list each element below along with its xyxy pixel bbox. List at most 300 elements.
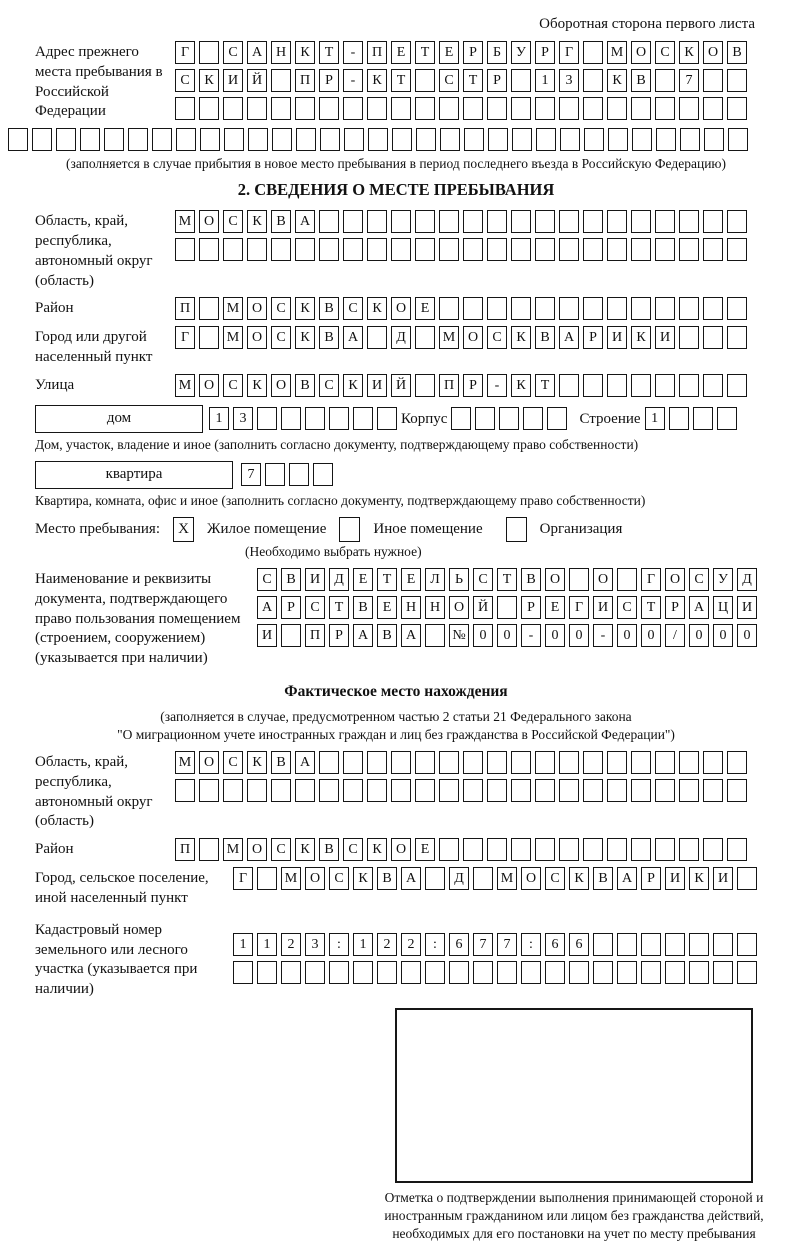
char-cell: Г <box>233 867 253 890</box>
char-cell: К <box>295 838 315 861</box>
char-cell <box>559 97 579 120</box>
char-cell <box>175 238 195 261</box>
char-cell: С <box>223 374 243 397</box>
char-cell: С <box>617 596 637 619</box>
char-cell <box>679 374 699 397</box>
char-cell: Е <box>545 596 565 619</box>
char-cell <box>547 407 567 430</box>
char-cell <box>607 97 627 120</box>
char-cell: 7 <box>241 463 261 486</box>
char-cell <box>391 238 411 261</box>
char-cell: В <box>319 838 339 861</box>
char-cell <box>583 374 603 397</box>
char-cell: / <box>665 624 685 647</box>
char-cell <box>727 751 747 774</box>
char-cell: 0 <box>569 624 589 647</box>
char-cell <box>343 238 363 261</box>
char-cell: Т <box>535 374 555 397</box>
char-cell <box>305 407 325 430</box>
char-cell: Т <box>641 596 661 619</box>
char-cell <box>569 568 589 591</box>
char-cell <box>320 128 340 151</box>
gorod-block <box>35 326 757 368</box>
char-cell: № <box>449 624 469 647</box>
stroenie-label: Строение <box>579 410 641 427</box>
cadastral-row-2 <box>233 961 757 984</box>
char-cell: О <box>247 838 267 861</box>
char-cell <box>271 69 291 92</box>
char-cell <box>377 961 397 984</box>
char-cell <box>319 210 339 233</box>
char-cell: Г <box>559 41 579 64</box>
char-cell <box>401 961 421 984</box>
char-cell <box>344 128 364 151</box>
char-cell <box>655 238 675 261</box>
char-cell <box>559 779 579 802</box>
char-cell <box>272 128 292 151</box>
char-cell: П <box>295 69 315 92</box>
apartment-box: квартира <box>35 461 233 489</box>
char-cell <box>511 210 531 233</box>
char-cell: И <box>257 624 277 647</box>
char-cell <box>665 933 685 956</box>
char-cell: С <box>545 867 565 890</box>
char-cell <box>655 779 675 802</box>
char-cell <box>689 961 709 984</box>
char-cell: Р <box>319 69 339 92</box>
fact-oblast-block <box>35 751 757 832</box>
char-cell <box>499 407 519 430</box>
char-cell <box>248 128 268 151</box>
char-cell: С <box>329 867 349 890</box>
char-cell <box>535 297 555 320</box>
char-cell: 0 <box>545 624 565 647</box>
char-cell: 0 <box>497 624 517 647</box>
char-cell: С <box>223 751 243 774</box>
char-cell <box>679 838 699 861</box>
char-cell <box>608 128 628 151</box>
char-cell <box>717 407 737 430</box>
cadastral-block <box>35 919 757 1000</box>
char-cell <box>295 97 315 120</box>
char-cell: К <box>569 867 589 890</box>
char-cell: С <box>439 69 459 92</box>
prev-address-block <box>35 41 757 122</box>
char-cell <box>415 751 435 774</box>
char-cell <box>199 297 219 320</box>
char-cell: М <box>175 751 195 774</box>
char-cell <box>583 838 603 861</box>
char-cell: 1 <box>233 933 253 956</box>
char-cell: : <box>521 933 541 956</box>
char-cell <box>487 779 507 802</box>
char-cell <box>713 961 733 984</box>
char-cell <box>559 238 579 261</box>
char-cell: П <box>305 624 325 647</box>
char-cell <box>391 751 411 774</box>
char-cell <box>607 374 627 397</box>
char-cell: : <box>329 933 349 956</box>
char-cell: И <box>223 69 243 92</box>
char-cell <box>669 407 689 430</box>
char-cell: Н <box>401 596 421 619</box>
char-cell <box>727 779 747 802</box>
char-cell <box>703 297 723 320</box>
char-cell <box>80 128 100 151</box>
char-cell <box>535 210 555 233</box>
char-cell: 3 <box>305 933 325 956</box>
prev-address-row-3 <box>175 97 747 120</box>
char-cell: Е <box>439 41 459 64</box>
char-cell: В <box>377 624 397 647</box>
char-cell <box>703 238 723 261</box>
char-cell: О <box>521 867 541 890</box>
char-cell <box>737 933 757 956</box>
char-cell <box>463 297 483 320</box>
char-cell: Т <box>391 69 411 92</box>
char-cell <box>679 210 699 233</box>
char-cell: М <box>223 297 243 320</box>
section2-title: 2. СВЕДЕНИЯ О МЕСТЕ ПРЕБЫВАНИЯ <box>237 180 555 200</box>
char-cell <box>175 97 195 120</box>
char-cell: И <box>305 568 325 591</box>
char-cell <box>641 933 661 956</box>
char-cell: С <box>655 41 675 64</box>
org-checkbox <box>506 517 527 542</box>
fact-gorod-row <box>233 867 757 890</box>
char-cell <box>439 297 459 320</box>
char-cell <box>487 97 507 120</box>
char-cell <box>367 238 387 261</box>
char-cell <box>295 238 315 261</box>
char-cell: С <box>487 326 507 349</box>
char-cell <box>631 97 651 120</box>
char-cell: Р <box>463 41 483 64</box>
stay-type-label: Место пребывания: <box>35 520 160 537</box>
ulitsa-block <box>35 374 757 397</box>
char-cell: В <box>631 69 651 92</box>
char-cell: К <box>679 41 699 64</box>
char-cell <box>607 210 627 233</box>
char-cell: О <box>305 867 325 890</box>
char-cell: С <box>343 297 363 320</box>
char-cell: О <box>665 568 685 591</box>
apartment-cells <box>241 463 333 486</box>
char-cell: Р <box>487 69 507 92</box>
char-cell <box>655 210 675 233</box>
char-cell: Р <box>665 596 685 619</box>
char-cell <box>487 838 507 861</box>
char-cell <box>425 867 445 890</box>
char-cell <box>440 128 460 151</box>
char-cell <box>281 407 301 430</box>
char-cell: М <box>281 867 301 890</box>
char-cell: Т <box>497 568 517 591</box>
char-cell <box>296 128 316 151</box>
char-cell: О <box>631 41 651 64</box>
char-cell: М <box>223 326 243 349</box>
char-cell <box>319 779 339 802</box>
char-cell: В <box>727 41 747 64</box>
char-cell: Л <box>425 568 445 591</box>
char-cell: С <box>257 568 277 591</box>
char-cell <box>487 238 507 261</box>
char-cell <box>415 69 435 92</box>
char-cell: Й <box>247 69 267 92</box>
char-cell: О <box>391 297 411 320</box>
char-cell <box>439 779 459 802</box>
char-cell <box>617 568 637 591</box>
char-cell <box>281 961 301 984</box>
char-cell: Г <box>641 568 661 591</box>
org-option-label: Организация <box>539 520 623 537</box>
char-cell: П <box>439 374 459 397</box>
char-cell: О <box>463 326 483 349</box>
char-cell <box>367 326 387 349</box>
char-cell: О <box>271 374 291 397</box>
char-cell <box>584 128 604 151</box>
char-cell: - <box>487 374 507 397</box>
char-cell <box>583 779 603 802</box>
char-cell <box>377 407 397 430</box>
choose-note: (Необходимо выбрать нужное) <box>245 543 422 559</box>
char-cell <box>655 297 675 320</box>
fact-note-2: "О миграционном учете иностранных граждан и лиц без гражданства в Российской Федерации") <box>117 726 675 742</box>
char-cell: О <box>449 596 469 619</box>
prev-address-row-2 <box>175 69 747 92</box>
char-cell <box>631 210 651 233</box>
prev-address-label: Адрес прежнего места пребывания в Российской Федерации <box>35 44 163 120</box>
char-cell <box>535 751 555 774</box>
char-cell <box>463 238 483 261</box>
char-cell: 0 <box>737 624 757 647</box>
char-cell <box>607 297 627 320</box>
char-cell <box>199 97 219 120</box>
char-cell: 1 <box>209 407 229 430</box>
fact-oblast-row-2 <box>175 779 747 802</box>
char-cell: А <box>401 624 421 647</box>
char-cell: Е <box>415 838 435 861</box>
char-cell: Т <box>329 596 349 619</box>
char-cell: П <box>175 297 195 320</box>
char-cell <box>391 97 411 120</box>
char-cell: 0 <box>617 624 637 647</box>
char-cell: 3 <box>233 407 253 430</box>
char-cell <box>152 128 172 151</box>
char-cell: Б <box>487 41 507 64</box>
char-cell: Р <box>521 596 541 619</box>
char-cell <box>641 961 661 984</box>
char-cell: К <box>367 297 387 320</box>
zhiloe-checkbox: X <box>173 517 194 542</box>
char-cell <box>569 961 589 984</box>
char-cell <box>199 326 219 349</box>
char-cell <box>737 867 757 890</box>
char-cell <box>607 838 627 861</box>
char-cell: Т <box>319 41 339 64</box>
char-cell <box>679 97 699 120</box>
char-cell <box>545 961 565 984</box>
char-cell <box>679 779 699 802</box>
fact-oblast-row-1 <box>175 751 747 774</box>
char-cell: М <box>175 374 195 397</box>
char-cell <box>703 374 723 397</box>
char-cell: К <box>367 838 387 861</box>
stay-type-row <box>35 517 757 542</box>
char-cell <box>497 961 517 984</box>
oblast-row-2 <box>175 238 747 261</box>
char-cell <box>295 779 315 802</box>
char-cell <box>343 751 363 774</box>
char-cell <box>319 97 339 120</box>
char-cell <box>703 69 723 92</box>
fact-gorod-block <box>35 867 757 909</box>
char-cell <box>199 41 219 64</box>
char-cell <box>415 779 435 802</box>
char-cell <box>367 210 387 233</box>
char-cell: С <box>271 326 291 349</box>
char-cell <box>655 97 675 120</box>
char-cell: М <box>439 326 459 349</box>
char-cell: О <box>199 751 219 774</box>
char-cell: К <box>689 867 709 890</box>
char-cell <box>511 97 531 120</box>
char-cell: 1 <box>645 407 665 430</box>
char-cell <box>655 751 675 774</box>
char-cell: С <box>343 838 363 861</box>
char-cell <box>271 97 291 120</box>
char-cell: Н <box>425 596 445 619</box>
char-cell <box>281 624 301 647</box>
char-cell: И <box>665 867 685 890</box>
stroenie-cells <box>645 407 737 430</box>
char-cell: С <box>473 568 493 591</box>
inoe-checkbox <box>339 517 360 542</box>
char-cell <box>104 128 124 151</box>
cadastral-row-1 <box>233 933 757 956</box>
char-cell: К <box>199 69 219 92</box>
char-cell: Ц <box>713 596 733 619</box>
fact-title: Фактическое место нахождения <box>284 682 508 700</box>
char-cell: Д <box>737 568 757 591</box>
char-cell: Й <box>391 374 411 397</box>
char-cell: А <box>689 596 709 619</box>
char-cell <box>425 961 445 984</box>
char-cell <box>439 97 459 120</box>
char-cell <box>247 97 267 120</box>
char-cell <box>473 867 493 890</box>
char-cell <box>473 961 493 984</box>
char-cell <box>199 238 219 261</box>
korpus-label: Корпус <box>401 410 448 427</box>
char-cell: К <box>295 326 315 349</box>
char-cell <box>56 128 76 151</box>
char-cell: 2 <box>401 933 421 956</box>
char-cell: 0 <box>713 624 733 647</box>
char-cell: Т <box>415 41 435 64</box>
char-cell <box>463 210 483 233</box>
oblast-label: Область, край, республика, автономный округ (область) <box>35 213 153 289</box>
char-cell: У <box>713 568 733 591</box>
char-cell <box>727 97 747 120</box>
char-cell: 0 <box>689 624 709 647</box>
char-cell: Е <box>415 297 435 320</box>
char-cell: С <box>223 210 243 233</box>
char-cell: И <box>713 867 733 890</box>
char-cell: П <box>175 838 195 861</box>
char-cell <box>727 69 747 92</box>
char-cell <box>368 128 388 151</box>
char-cell: - <box>343 41 363 64</box>
char-cell <box>329 407 349 430</box>
raion-row <box>175 297 747 320</box>
char-cell: С <box>175 69 195 92</box>
char-cell <box>223 238 243 261</box>
char-cell: В <box>295 374 315 397</box>
char-cell <box>693 407 713 430</box>
char-cell <box>313 463 333 486</box>
doc-row-1 <box>257 568 757 591</box>
char-cell: О <box>391 838 411 861</box>
char-cell <box>655 374 675 397</box>
char-cell <box>607 238 627 261</box>
char-cell <box>679 238 699 261</box>
char-cell: С <box>319 374 339 397</box>
char-cell: Г <box>175 41 195 64</box>
char-cell: 7 <box>497 933 517 956</box>
char-cell: 1 <box>353 933 373 956</box>
char-cell <box>703 838 723 861</box>
char-cell <box>439 838 459 861</box>
char-cell <box>487 751 507 774</box>
fact-raion-block <box>35 838 757 861</box>
doc-label: Наименование и реквизиты документа, подтверждающего право пользования помещением (строением, сооружением) (указывается при наличии) <box>35 570 241 667</box>
char-cell: К <box>511 374 531 397</box>
char-cell <box>535 838 555 861</box>
stamp-note: Отметка о подтверждении выполнения принимающей стороной и иностранным гражданином или лицом без гражданства действий, необходимых для его постановки на учет по месту пребывания <box>384 1189 764 1242</box>
char-cell: В <box>353 596 373 619</box>
char-cell: А <box>257 596 277 619</box>
char-cell <box>631 779 651 802</box>
char-cell <box>583 41 603 64</box>
char-cell <box>319 238 339 261</box>
char-cell: А <box>295 751 315 774</box>
char-cell: Ь <box>449 568 469 591</box>
char-cell <box>559 210 579 233</box>
char-cell <box>257 961 277 984</box>
char-cell: И <box>607 326 627 349</box>
char-cell <box>727 210 747 233</box>
doc-block <box>35 568 757 669</box>
char-cell <box>631 297 651 320</box>
char-cell <box>511 69 531 92</box>
char-cell: 0 <box>473 624 493 647</box>
char-cell: Т <box>463 69 483 92</box>
char-cell <box>535 238 555 261</box>
char-cell: К <box>607 69 627 92</box>
char-cell: С <box>305 596 325 619</box>
char-cell <box>583 297 603 320</box>
char-cell <box>679 326 699 349</box>
char-cell <box>289 463 309 486</box>
char-cell: А <box>295 210 315 233</box>
char-cell <box>271 238 291 261</box>
char-cell <box>223 97 243 120</box>
char-cell: С <box>223 41 243 64</box>
char-cell <box>488 128 508 151</box>
char-cell: Е <box>353 568 373 591</box>
char-cell: 1 <box>535 69 555 92</box>
